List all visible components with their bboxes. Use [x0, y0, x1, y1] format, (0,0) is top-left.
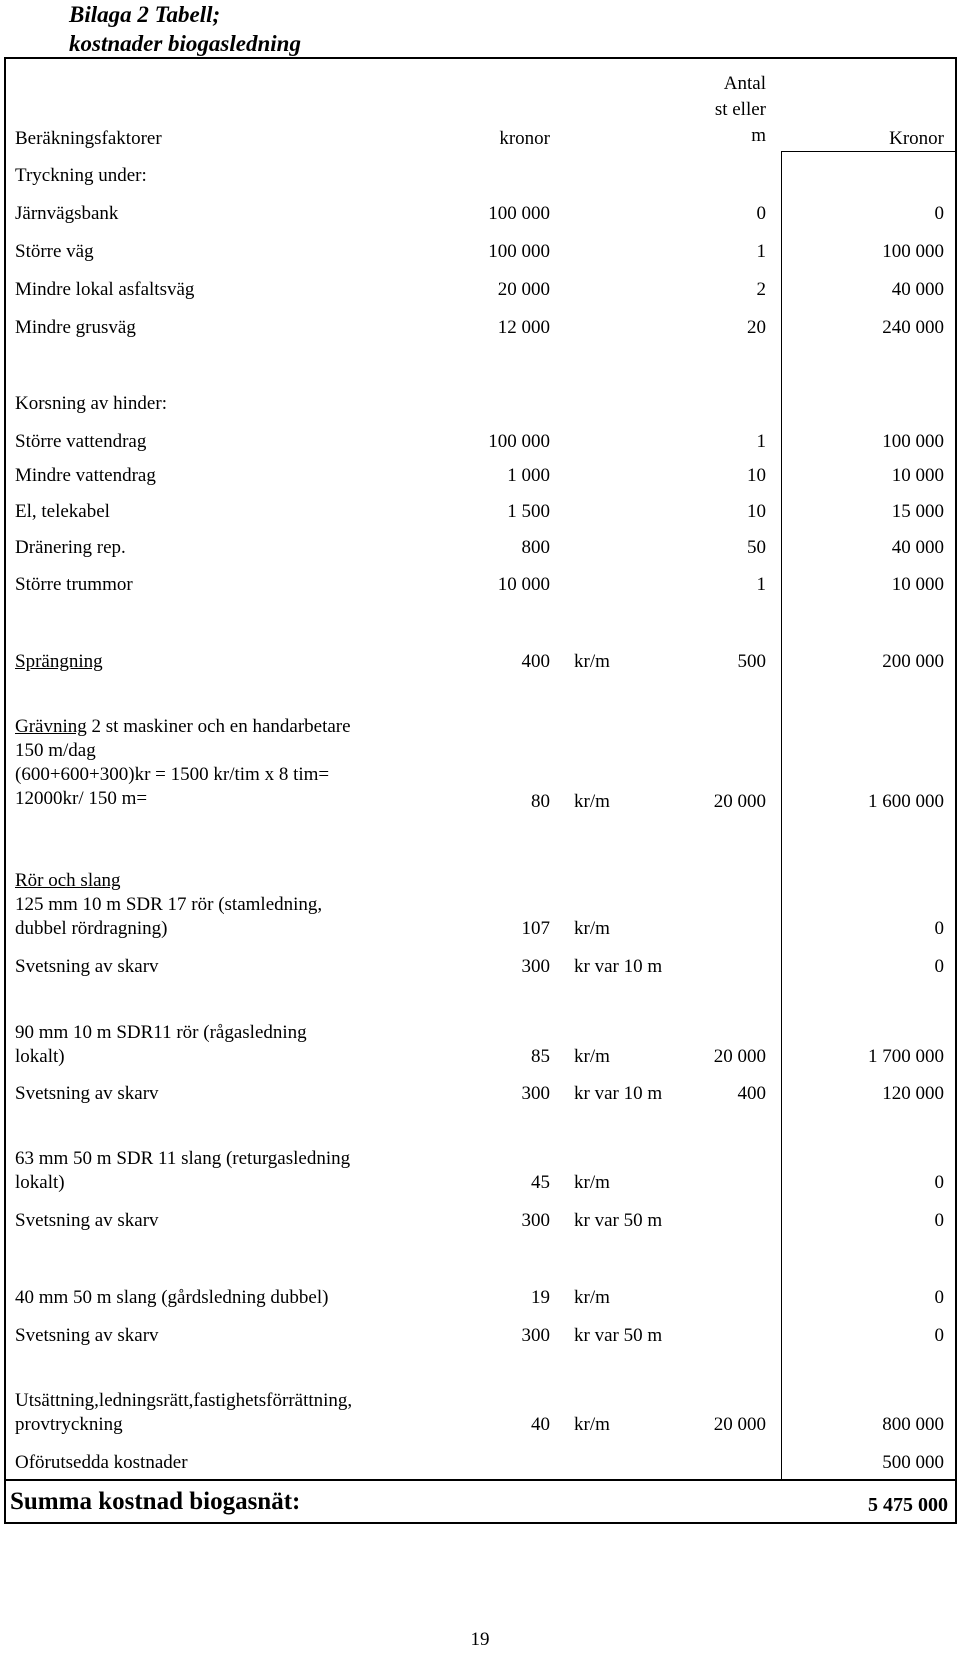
row-kronor: 300	[521, 1083, 550, 1104]
row-label: El, telekabel	[15, 501, 110, 522]
row-antal: 400	[737, 1083, 766, 1104]
summary-top-rule	[4, 1479, 957, 1481]
row-total: 100 000	[882, 241, 944, 262]
row-total: 10 000	[891, 574, 944, 595]
row-kronor: 20 000	[497, 279, 550, 300]
row-kronor: 1 500	[507, 501, 550, 522]
row-label: Mindre lokal asfaltsväg	[15, 279, 195, 300]
row-label: Svetsning av skarv	[15, 956, 159, 977]
page-number: 19	[470, 1629, 490, 1650]
row-unit: kr/m	[574, 1287, 610, 1308]
row-label: Järnvägsbank	[15, 203, 119, 224]
row-kronor: 19	[531, 1287, 550, 1308]
row-label: Oförutsedda kostnader	[15, 1452, 188, 1473]
row-label: Grävning 2 st maskiner och en handarbetare	[15, 716, 351, 737]
row-antal: 20	[747, 317, 766, 338]
row-kronor: 10 000	[497, 574, 550, 595]
row-total: 0	[934, 1325, 944, 1346]
row-unit: kr/m	[574, 651, 610, 672]
row-kronor: 100 000	[488, 241, 550, 262]
section-label: Tryckning under:	[15, 165, 147, 186]
row-label-line: provtryckning	[15, 1414, 123, 1435]
row-total: 0	[934, 1287, 944, 1308]
row-label-line: lokalt)	[15, 1172, 65, 1193]
row-total: 500 000	[882, 1452, 944, 1473]
row-label: Sprängning	[15, 651, 103, 672]
row-unit: kr/m	[574, 1172, 610, 1193]
summary-left-border	[4, 1479, 6, 1524]
row-unit: kr var 10 m	[574, 1083, 663, 1104]
row-antal: 50	[747, 537, 766, 558]
row-label-line: (600+600+300)kr = 1500 kr/tim x 8 tim=	[15, 764, 330, 785]
row-kronor: 300	[521, 1210, 550, 1231]
row-kronor: 300	[521, 956, 550, 977]
row-antal: 1	[756, 574, 766, 595]
summary-right-border	[955, 1479, 957, 1524]
row-label: Mindre vattendrag	[15, 465, 156, 486]
row-kronor: 400	[521, 651, 550, 672]
row-total: 100 000	[882, 431, 944, 452]
row-total: 1 600 000	[868, 791, 944, 812]
header-separator	[781, 151, 955, 152]
row-total: 0	[934, 956, 944, 977]
row-kronor: 300	[521, 1325, 550, 1346]
row-label: Större vattendrag	[15, 431, 147, 452]
row-label: Mindre grusväg	[15, 317, 136, 338]
row-antal: 20 000	[713, 791, 766, 812]
row-label-line: 125 mm 10 m SDR 17 rör (stamledning,	[15, 894, 323, 915]
header-antal: Antal st eller m	[714, 73, 766, 146]
row-label-line: 12000kr/ 150 m=	[15, 788, 148, 809]
document-title-line-1: Bilaga 2 Tabell;	[69, 2, 221, 27]
row-unit: kr var 50 m	[574, 1210, 663, 1231]
row-kronor: 80	[531, 791, 550, 812]
row-total: 40 000	[891, 279, 944, 300]
row-antal: 1	[756, 241, 766, 262]
row-label-line: lokalt)	[15, 1046, 65, 1067]
row-kronor: 85	[531, 1046, 550, 1067]
row-kronor: 107	[521, 918, 550, 939]
summary-total: 5 475 000	[868, 1494, 948, 1516]
row-label: Större väg	[15, 241, 94, 262]
row-kronor: 45	[531, 1172, 550, 1193]
row-kronor: 800	[521, 537, 550, 558]
row-total: 40 000	[891, 537, 944, 558]
row-unit: kr/m	[574, 791, 610, 812]
row-kronor: 1 000	[507, 465, 550, 486]
section-label: Korsning av hinder:	[15, 393, 167, 414]
row-unit: kr var 10 m	[574, 956, 663, 977]
row-label: Svetsning av skarv	[15, 1083, 159, 1104]
row-label: Större trummor	[15, 574, 133, 595]
row-label-line: dubbel rördragning)	[15, 918, 168, 939]
row-total: 0	[934, 203, 944, 224]
row-total: 200 000	[882, 651, 944, 672]
row-total: 800 000	[882, 1414, 944, 1435]
row-label-line: Utsättning,ledningsrätt,fastighetsförrättning,	[15, 1390, 353, 1411]
row-label: Dränering rep.	[15, 537, 126, 558]
row-total: 15 000	[891, 501, 944, 522]
summary-label: Summa kostnad biogasnät:	[10, 1488, 301, 1515]
row-total: 10 000	[891, 465, 944, 486]
total-column-border	[781, 151, 782, 1481]
row-label-line: 150 m/dag	[15, 740, 96, 761]
row-kronor: 100 000	[488, 203, 550, 224]
row-total: 0	[934, 1210, 944, 1231]
row-total: 240 000	[882, 317, 944, 338]
row-total: 0	[934, 918, 944, 939]
row-antal: 10	[747, 465, 766, 486]
row-kronor: 100 000	[488, 431, 550, 452]
row-kronor: 12 000	[497, 317, 550, 338]
row-antal: 500	[737, 651, 766, 672]
document-title-line-2: kostnader biogasledning	[69, 31, 301, 56]
header-total: Kronor	[889, 128, 944, 149]
row-label: Svetsning av skarv	[15, 1210, 159, 1231]
row-antal: 20 000	[713, 1414, 766, 1435]
row-kronor: 40	[531, 1414, 550, 1435]
summary-bottom-rule	[4, 1522, 957, 1524]
row-label: 40 mm 50 m slang (gårdsledning dubbel)	[15, 1287, 329, 1308]
row-antal: 2	[756, 279, 766, 300]
row-antal: 20 000	[713, 1046, 766, 1067]
row-label-line: 63 mm 50 m SDR 11 slang (returgasledning	[15, 1148, 351, 1169]
row-unit: kr var 50 m	[574, 1325, 663, 1346]
header-factor: Beräkningsfaktorer	[15, 128, 162, 149]
row-antal: 0	[756, 203, 766, 224]
row-unit: kr/m	[574, 918, 610, 939]
row-label: Svetsning av skarv	[15, 1325, 159, 1346]
row-antal: 1	[756, 431, 766, 452]
row-antal: 10	[747, 501, 766, 522]
header-kronor: kronor	[499, 128, 550, 149]
row-label-line: 90 mm 10 m SDR11 rör (rågasledning	[15, 1022, 307, 1043]
row-unit: kr/m	[574, 1414, 610, 1435]
row-unit: kr/m	[574, 1046, 610, 1067]
section-label: Rör och slang	[15, 870, 121, 891]
cost-table	[4, 57, 957, 1481]
row-total: 0	[934, 1172, 944, 1193]
row-total: 1 700 000	[868, 1046, 944, 1067]
row-total: 120 000	[882, 1083, 944, 1104]
